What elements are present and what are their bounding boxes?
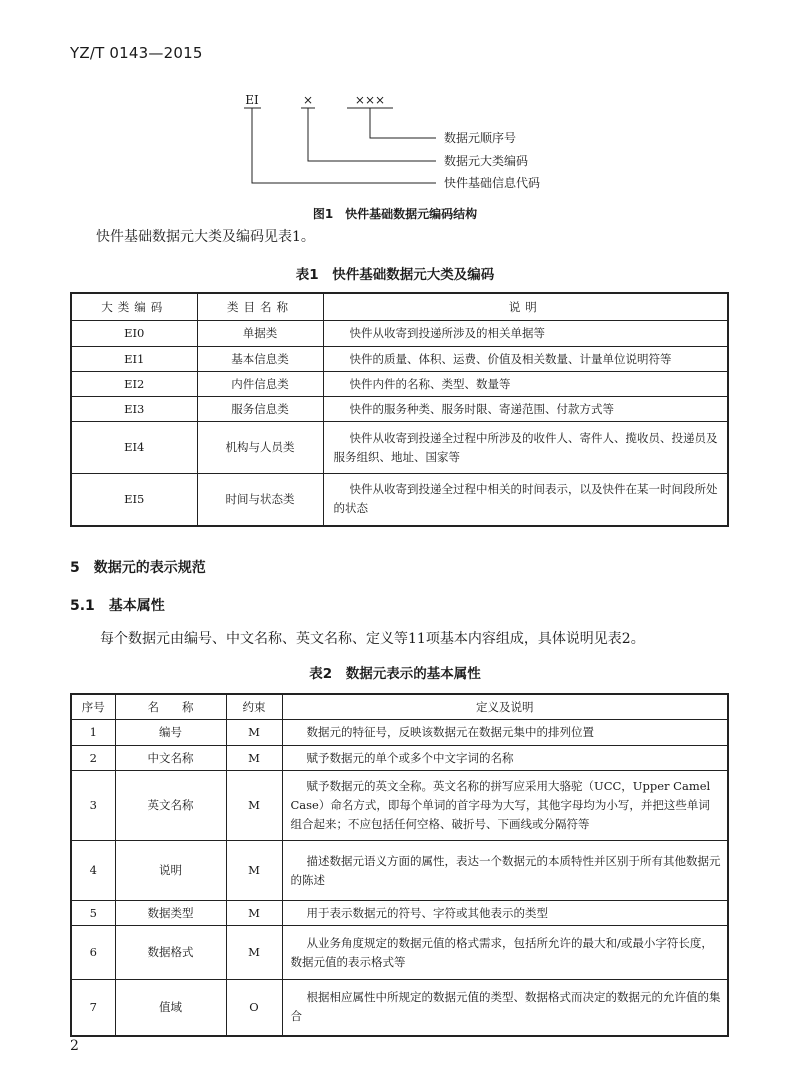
category-code: EI3 [71, 397, 197, 422]
figure-label-class: 数据元大类编码 [444, 154, 529, 168]
category-description: 快件从收寄到投递全过程中所涉及的收件人、寄件人、揽收员、投递员及服务组织、地址、国家等 [323, 422, 728, 474]
figure-connector-line [308, 108, 436, 161]
column-header: 序号 [71, 694, 115, 720]
attribute-name: 数据格式 [115, 926, 226, 980]
table-row [71, 720, 728, 746]
category-description: 快件的质量、体积、运费、价值及相关数量、计量单位说明符等 [323, 347, 728, 372]
attribute-name: 中文名称 [115, 746, 226, 771]
attribute-number: 2 [71, 746, 115, 771]
attribute-number: 5 [71, 901, 115, 926]
attribute-number: 1 [71, 720, 115, 746]
table-row [71, 771, 728, 841]
category-code: EI0 [71, 321, 197, 347]
figure-code-prefix: EI [245, 93, 259, 107]
category-name: 时间与状态类 [197, 474, 323, 526]
table-row [71, 321, 728, 347]
category-description: 快件从收寄到投递所涉及的相关单据等 [323, 321, 728, 347]
table-header-row [71, 293, 728, 321]
table1-caption: 表1 快件基础数据元大类及编码 [295, 267, 495, 283]
attribute-constraint: M [226, 926, 282, 980]
table-row [71, 422, 728, 474]
column-header: 大类编码 [71, 293, 197, 321]
category-name: 基本信息类 [197, 347, 323, 372]
category-code: EI4 [71, 422, 197, 474]
attribute-definition: 赋予数据元的单个或多个中文字词的名称 [282, 746, 728, 771]
section-paragraph: 每个数据元由编号、中文名称、英文名称、定义等11项基本内容组成，具体说明见表2。 [100, 631, 645, 647]
column-header: 名 称 [115, 694, 226, 720]
attribute-constraint: O [226, 980, 282, 1036]
attribute-number: 3 [71, 771, 115, 841]
page-number: 2 [70, 1038, 79, 1054]
attribute-number: 6 [71, 926, 115, 980]
figure-sequence-digits: ××× [354, 93, 386, 107]
attribute-definition: 根据相应属性中所规定的数据元值的类型、数据格式而决定的数据元的允许值的集合 [282, 980, 728, 1036]
attribute-constraint: M [226, 841, 282, 901]
figure-connector-line [370, 108, 436, 138]
figure-label-sequence: 数据元顺序号 [444, 131, 517, 145]
table-row [71, 347, 728, 372]
table-row [71, 372, 728, 397]
category-description: 快件内件的名称、类型、数量等 [323, 372, 728, 397]
column-header: 约束 [226, 694, 282, 720]
attribute-constraint: M [226, 746, 282, 771]
category-code: EI1 [71, 347, 197, 372]
category-name: 内件信息类 [197, 372, 323, 397]
figure-caption: 图1 快件基础数据元编码结构 [312, 207, 478, 221]
attribute-constraint: M [226, 720, 282, 746]
category-name: 机构与人员类 [197, 422, 323, 474]
column-header: 类目名称 [197, 293, 323, 321]
standard-code-header: YZ/T 0143—2015 [70, 44, 203, 62]
table1-category-codes [70, 292, 729, 527]
figure-label-info-code: 快件基础信息代码 [444, 176, 541, 190]
section-heading: 5 数据元的表示规范 [70, 560, 206, 576]
table2-basic-attributes [70, 693, 729, 1037]
intro-paragraph: 快件基础数据元大类及编码见表1。 [96, 229, 315, 245]
category-description: 快件从收寄到投递全过程中相关的时间表示，以及快件在某一时间段所处的状态 [323, 474, 728, 526]
attribute-definition: 从业务角度规定的数据元值的格式需求，包括所允许的最大和/或最小字符长度，数据元值的表示格式等 [282, 926, 728, 980]
attribute-definition: 数据元的特征号，反映该数据元在数据元集中的排列位置 [282, 720, 728, 746]
column-header: 定义及说明 [282, 694, 728, 720]
attribute-definition: 描述数据元语义方面的属性，表达一个数据元的本质特性并区别于所有其他数据元的陈述 [282, 841, 728, 901]
attribute-name: 说明 [115, 841, 226, 901]
figure-class-digit: × [302, 93, 314, 107]
table-row [71, 926, 728, 980]
table-row [71, 901, 728, 926]
coding-structure-figure [240, 90, 580, 200]
attribute-constraint: M [226, 771, 282, 841]
attribute-name: 编号 [115, 720, 226, 746]
table-header-row [71, 694, 728, 720]
column-header: 说明 [323, 293, 728, 321]
table-row [71, 841, 728, 901]
category-code: EI2 [71, 372, 197, 397]
attribute-number: 4 [71, 841, 115, 901]
table-row [71, 980, 728, 1036]
attribute-name: 英文名称 [115, 771, 226, 841]
category-name: 单据类 [197, 321, 323, 347]
table-row [71, 746, 728, 771]
table-row [71, 397, 728, 422]
attribute-number: 7 [71, 980, 115, 1036]
attribute-name: 值域 [115, 980, 226, 1036]
category-code: EI5 [71, 474, 197, 526]
table2-caption: 表2 数据元表示的基本属性 [309, 666, 481, 682]
figure-connector-line [252, 108, 436, 183]
subsection-heading: 5.1 基本属性 [70, 598, 165, 614]
attribute-definition: 赋予数据元的英文全称。英文名称的拼写应采用大骆驼（UCC，Upper Camel Case）命名方式，即每个单词的首字母为大写，其他字母均为小写，并把这些单词组合起来；不应包括任何空格、破折号、下画线或分隔符等 [282, 771, 728, 841]
table-row [71, 474, 728, 526]
category-name: 服务信息类 [197, 397, 323, 422]
category-description: 快件的服务种类、服务时限、寄递范围、付款方式等 [323, 397, 728, 422]
attribute-definition: 用于表示数据元的符号、字符或其他表示的类型 [282, 901, 728, 926]
attribute-name: 数据类型 [115, 901, 226, 926]
attribute-constraint: M [226, 901, 282, 926]
